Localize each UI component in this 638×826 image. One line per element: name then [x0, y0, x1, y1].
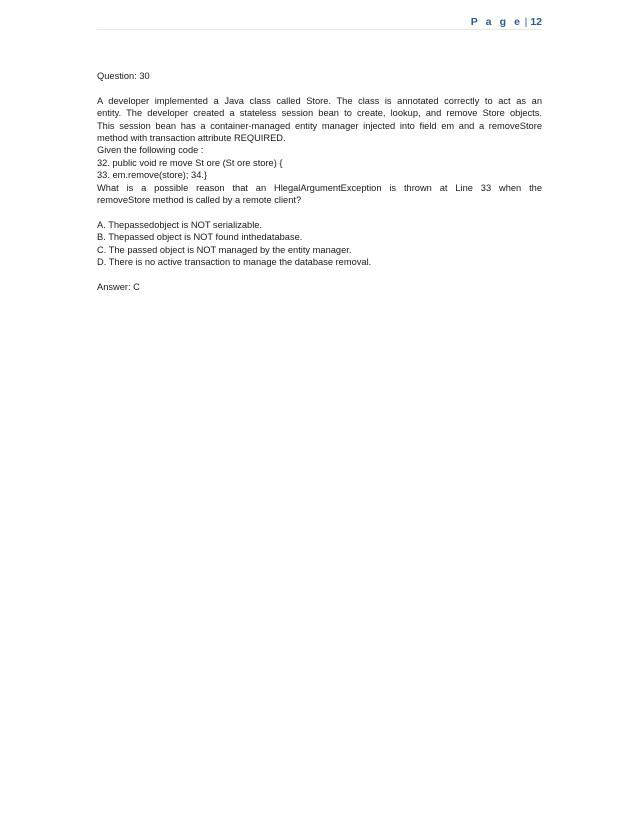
answer-line: Answer: C [97, 281, 140, 292]
spacer [97, 268, 542, 280]
header-divider [97, 29, 542, 30]
page-header [97, 16, 542, 30]
code-line-2: 33. em.remove(store); 34.} [97, 170, 208, 181]
page-separator: | [524, 16, 528, 28]
option-a: A. Thepassedobject is NOT serializable. [97, 219, 263, 230]
code-line-1: 32. public void re move St ore (St ore store) { [97, 157, 283, 168]
given-code-label: Given the following code : [97, 145, 204, 156]
question-prompt-line-2: removeStore method is called by a remote client? [97, 195, 302, 206]
question-body-line-1: A developer implemented a Java class called Store. The class is annotated correctly to act as an [97, 95, 542, 106]
option-c: C. The passed object is NOT managed by the entity manager. [97, 244, 352, 255]
question-prompt-line-1: What is a possible reason that an HlegalArgumentException is thrown at Line 33 when the [97, 182, 542, 193]
question-body-line-2: entity. The developer created a stateless session bean to create, lookup, and remove Store objects. [97, 108, 542, 119]
question-block [97, 70, 542, 293]
question-number: Question: 30 [97, 71, 150, 81]
page-number: 12 [530, 16, 542, 28]
page-label: P a g e [470, 16, 523, 28]
option-b: B. Thepassed object is NOT found inthedatabase. [97, 232, 303, 243]
question-body-line-4: method with transaction attribute REQUIRED. [97, 133, 286, 144]
question-body-line-3: This session bean has a container-managed entity manager injected into field em and a removeStore [97, 120, 542, 131]
spacer [97, 206, 542, 218]
option-d: D. There is no active transaction to manage the database removal. [97, 257, 372, 268]
